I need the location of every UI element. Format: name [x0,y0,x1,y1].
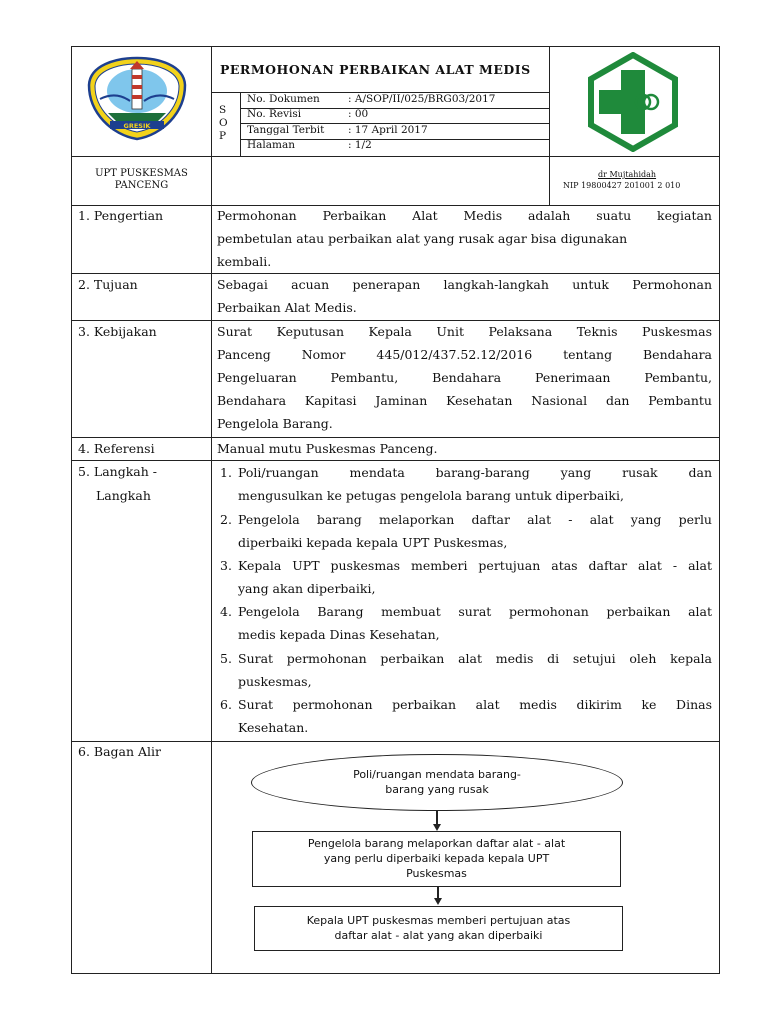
pengertian-line: Permohonan Perbaikan Alat Medis adalah suatu kegiatan [217,208,712,223]
step-line: Kesehatan. [238,720,309,735]
border-bottom [71,973,720,974]
flow-node-start [251,754,623,811]
signer-nip: NIP 19800427 201001 2 010 [563,181,681,190]
step-line: mengusulkan ke petugas pengelola barang untuk diperbaiki, [238,488,624,503]
step-number: 3. [220,558,232,573]
sop-letter-p: P [219,130,227,142]
document-title: PERMOHONAN PERBAIKAN ALAT MEDIS [220,62,531,77]
flow-node-text: Puskesmas [406,867,467,880]
sop-letter-o: O [219,117,228,129]
flow-arrowhead [434,898,442,905]
gresik-logo-icon [86,55,188,141]
flow-arrow [436,811,438,825]
flow-node-process [254,906,623,951]
flow-node-process [252,831,621,887]
kebijakan-line: Pengeluaran Pembantu, Bendahara Penerimaan Pembantu, [217,370,712,385]
header-divider-right [549,46,550,205]
puskesmas-logo-icon [583,52,683,152]
meta-value: : A/SOP/II/025/BRG03/2017 [348,93,496,105]
pengertian-line: kembali. [217,254,272,269]
org-name-line1: UPT PUSKESMAS [95,168,188,179]
flow-node-text: Kepala UPT puskesmas memberi pertujuan atas [306,914,571,927]
meta-label: No. Dokumen [247,93,320,105]
flow-arrowhead [433,824,441,831]
column-divider [211,46,212,974]
step-number: 5. [220,651,232,666]
step-line: medis kepada Dinas Kesehatan, [238,627,440,642]
section-label-pengertian: 1. Pengertian [78,208,164,223]
flow-node-text: barang yang rusak [385,783,489,796]
flow-node-text: Poli/ruangan mendata barang- [353,768,521,781]
meta-label: Halaman [247,139,296,151]
border-top [71,46,720,47]
meta-value: : 1/2 [348,139,372,151]
step-number: 2. [220,512,232,527]
step-line: puskesmas, [238,674,312,689]
logo-text: GRESIK [123,122,151,130]
pengertian-line: pembetulan atau perbaikan alat yang rusak agar bisa digunakan [217,231,628,246]
org-name-line2: PANCENG [114,180,169,191]
step-number: 4. [220,604,232,619]
meta-label: No. Revisi [247,108,302,120]
meta-label: Tanggal Terbit [247,124,325,136]
org-name [72,168,211,192]
step-line: Kepala UPT puskesmas memberi pertujuan atas daftar alat - alat [238,558,712,573]
kebijakan-line: Surat Keputusan Kepala Unit Pelaksana Teknis Puskesmas [217,324,712,339]
meta-value: : 00 [348,108,369,120]
tujuan-line: Perbaikan Alat Medis. [217,300,357,315]
step-number: 6. [220,697,232,712]
border-right [719,46,720,974]
meta-value: : 17 April 2017 [348,124,428,136]
flow-node-text: Pengelola barang melaporkan daftar alat - alat [307,837,566,850]
step-line: Surat permohonan perbaikan alat medis di setujui oleh kepala [238,651,712,666]
step-line: yang akan diperbaiki, [238,581,376,596]
section-label-langkah-2: Langkah [96,488,151,503]
step-line: Pengelola barang melaporkan daftar alat - alat yang perlu [238,512,712,527]
flow-node-text: daftar alat - alat yang akan diperbaiki [334,929,543,942]
kebijakan-line: Bendahara Kapitasi Jaminan Kesehatan Nasional dan Pembantu [217,393,712,408]
sop-letter-s: S [219,104,227,116]
section-label-tujuan: 2. Tujuan [78,277,138,292]
section-label-kebijakan: 3. Kebijakan [78,324,157,339]
step-line: Surat permohonan perbaikan alat medis dikirim ke Dinas [238,697,712,712]
kebijakan-line: Pengelola Barang. [217,416,333,431]
step-line: Poli/ruangan mendata barang-barang yang rusak dan [238,465,712,480]
flow-node-text: yang perlu diperbaiki kepada kepala UPT [323,852,550,865]
row-line-header [71,156,720,157]
section-label-langkah: 5. Langkah - [78,464,157,479]
step-line: Pengelola Barang membuat surat permohonan perbaikan alat [238,604,712,619]
step-line: diperbaiki kepada kepala UPT Puskesmas, [238,535,508,550]
row-line-5 [71,741,720,742]
tujuan-line: Sebagai acuan penerapan langkah-langkah untuk Permohonan [217,277,712,292]
meta-col-divider [240,92,241,156]
signer-name: dr Mujtahidah [598,170,657,179]
referensi-line: Manual mutu Puskesmas Panceng. [217,441,438,456]
kebijakan-line: Panceng Nomor 445/012/437.52.12/2016 tentang Bendahara [217,347,712,362]
step-number: 1. [220,465,232,480]
section-label-bagan: 6. Bagan Alir [78,744,162,759]
section-label-referensi: 4. Referensi [78,441,155,456]
